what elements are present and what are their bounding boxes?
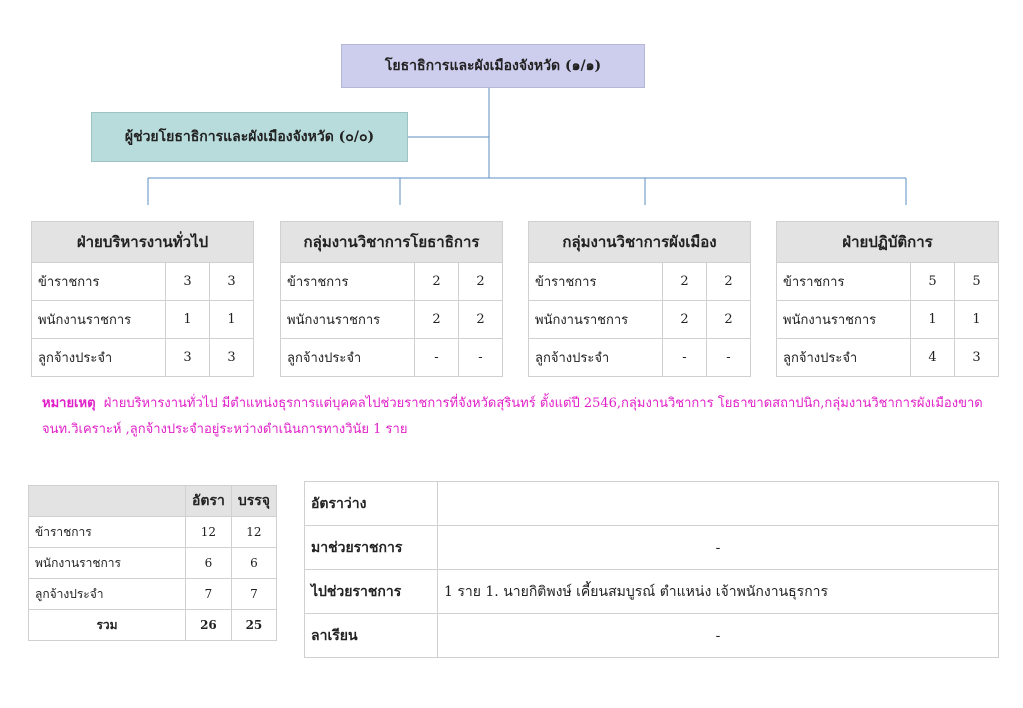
department-table-general-admin [31,221,254,377]
summary-total-row [29,610,277,641]
row-count-filled: 5 [955,263,999,301]
table-row [305,482,999,526]
row-count-rate: 3 [166,263,210,301]
row-count-rate: - [415,339,459,377]
summary-filled: 6 [231,548,276,579]
department-table-city-planning [528,221,751,377]
row-count-rate: 3 [166,339,210,377]
row-count-rate: 4 [911,339,955,377]
row-label: ข้าราชการ [529,263,663,301]
summary-total-filled: 25 [231,610,276,641]
provincial-director-box: โยธาธิการและผังเมืองจังหวัด (๑/๑) [341,44,645,88]
table-row [32,263,254,301]
summary-row-label: ข้าราชการ [29,517,186,548]
status-value-vacant [438,482,999,526]
staff-summary-table [28,485,277,641]
row-count-filled: 2 [459,301,503,339]
table-row [529,263,751,301]
row-count-rate: 1 [911,301,955,339]
status-value-incoming: - [438,526,999,570]
summary-header-rate: อัตรา [185,486,231,517]
table-row [29,579,277,610]
table-row [777,301,999,339]
row-count-filled: - [459,339,503,377]
table-row [305,570,999,614]
row-label: ลูกจ้างประจำ [777,339,911,377]
row-count-rate: - [663,339,707,377]
row-label: ลูกจ้างประจำ [529,339,663,377]
status-label-vacant: อัตราว่าง [305,482,438,526]
summary-row-label: พนักงานราชการ [29,548,186,579]
summary-rate: 6 [185,548,231,579]
summary-rate: 7 [185,579,231,610]
table-row [32,301,254,339]
table-row [305,614,999,658]
summary-row-label: ลูกจ้างประจำ [29,579,186,610]
department-title: ฝ่ายปฏิบัติการ [777,222,999,263]
row-count-rate: 2 [415,263,459,301]
table-row [281,301,503,339]
row-count-filled: 2 [707,263,751,301]
row-label: ลูกจ้างประจำ [32,339,166,377]
table-row [529,339,751,377]
row-count-filled: 3 [210,263,254,301]
row-count-filled: 2 [459,263,503,301]
department-table-public-works [280,221,503,377]
row-count-rate: 2 [663,263,707,301]
department-table-operations [776,221,999,377]
row-label: ข้าราชการ [281,263,415,301]
status-label-study-leave: ลาเรียน [305,614,438,658]
row-count-rate: 2 [415,301,459,339]
status-label-incoming: มาช่วยราชการ [305,526,438,570]
department-title: กลุ่มงานวิชาการผังเมือง [529,222,751,263]
summary-header-filled: บรรจุ [231,486,276,517]
row-label: พนักงานราชการ [529,301,663,339]
department-title: ฝ่ายบริหารงานทั่วไป [32,222,254,263]
table-row [29,548,277,579]
summary-filled: 7 [231,579,276,610]
status-label-outgoing: ไปช่วยราชการ [305,570,438,614]
summary-filled: 12 [231,517,276,548]
table-row [29,517,277,548]
table-row [777,263,999,301]
remark-note [42,391,992,443]
row-label: พนักงานราชการ [777,301,911,339]
row-count-filled: 3 [210,339,254,377]
table-row [777,339,999,377]
remark-label: หมายเหตุ [42,396,96,411]
department-title: กลุ่มงานวิชาการโยธาธิการ [281,222,503,263]
assistant-director-box: ผู้ช่วยโยธาธิการและผังเมืองจังหวัด (๐/๐) [91,112,408,162]
row-label: ลูกจ้างประจำ [281,339,415,377]
remark-text: ฝ่ายบริหารงานทั่วไป มีตำแหน่งธุรการแต่บุคคลไปช่วยราชการที่จังหวัดสุรินทร์ ตั้งแต่ปี 2546,กลุ่มงานวิชาการ โยธาขาดสถาปนิก,กลุ่มงานวิชาการผังเมืองขาดจนท.วิเคราะห์ ,ลูกจ้างประจำอยู่ระหว่างดำเนินการทางวินัย 1 ราย [42,396,983,437]
summary-rate: 12 [185,517,231,548]
row-label: พนักงานราชการ [32,301,166,339]
row-count-filled: 1 [955,301,999,339]
row-count-filled: 2 [707,301,751,339]
staff-status-table [304,481,999,658]
row-label: ข้าราชการ [32,263,166,301]
status-value-outgoing: 1 ราย 1. นายกิติพงษ์ เคี้ยนสมบูรณ์ ตำแหน่ง เจ้าพนักงานธุรการ [438,570,999,614]
row-count-rate: 5 [911,263,955,301]
row-count-filled: 1 [210,301,254,339]
table-row [281,339,503,377]
row-count-filled: 3 [955,339,999,377]
summary-total-label: รวม [29,610,186,641]
summary-total-rate: 26 [185,610,231,641]
row-count-rate: 1 [166,301,210,339]
table-row [529,301,751,339]
table-row [32,339,254,377]
status-value-study-leave: - [438,614,999,658]
row-count-rate: 2 [663,301,707,339]
row-label: ข้าราชการ [777,263,911,301]
row-count-filled: - [707,339,751,377]
summary-header-blank [29,486,186,517]
row-label: พนักงานราชการ [281,301,415,339]
table-row [305,526,999,570]
table-row [281,263,503,301]
